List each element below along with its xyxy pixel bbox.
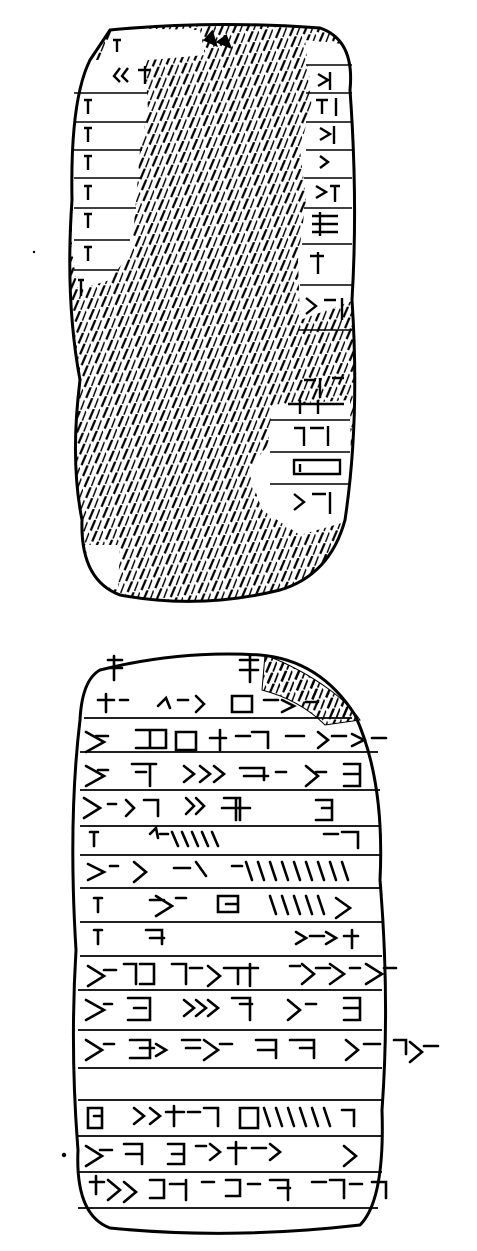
upper-tablet-view [60, 20, 370, 620]
